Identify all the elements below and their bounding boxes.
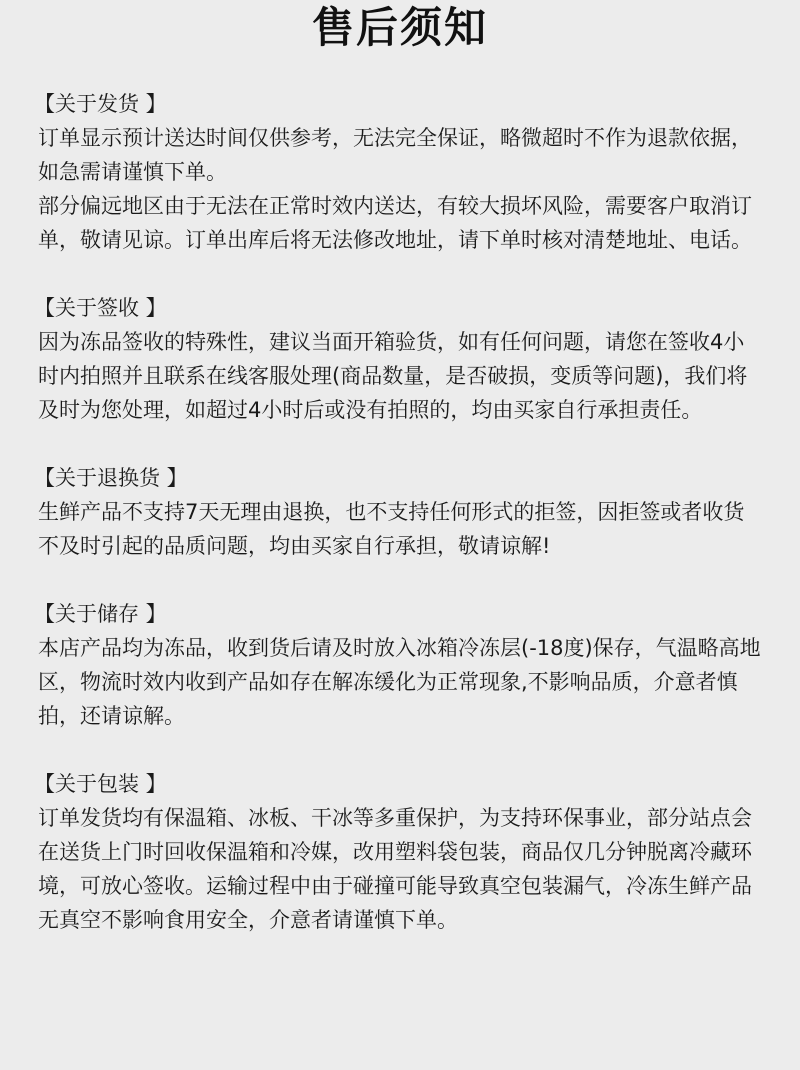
- section-receiving: [34, 291, 762, 427]
- section-heading-shipping: 【关于发货 】: [34, 92, 167, 116]
- section-heading-receiving: 【关于签收 】: [34, 296, 167, 320]
- section-returns: [34, 461, 762, 563]
- shipping-paragraph-1: 订单显示预计送达时间仅供参考，无法完全保证，略微超时不作为退款依据，如急需请谨慎下单。: [38, 126, 752, 184]
- receiving-paragraph-1: 因为冻品签收的特殊性，建议当面开箱验货，如有任何问题，请您在签收4小时内拍照并且联系在线客服处理(商品数量，是否破损，变质等问题)，我们将及时为您处理，如超过4小时后或没有拍照的，均由买家自行承担责任。: [38, 330, 748, 422]
- shipping-paragraph-2: 部分偏远地区由于无法在正常时效内送达，有较大损坏风险，需要客户取消订单，敬请见谅。订单出库后将无法修改地址，请下单时核对清楚地址、电话。: [38, 194, 752, 252]
- storage-paragraph-1: 本店产品均为冻品，收到货后请及时放入冰箱冷冻层(-18度)保存，气温略高地区，物流时效内收到产品如存在解冻缓化为正常现象,不影响品质，介意者慎拍，还请谅解。: [38, 636, 761, 728]
- page-title: 售后须知: [311, 3, 488, 52]
- section-packaging: [34, 767, 762, 937]
- section-shipping: [34, 87, 762, 257]
- section-heading-packaging: 【关于包装 】: [34, 772, 167, 796]
- section-heading-storage: 【关于储存 】: [34, 602, 167, 626]
- returns-paragraph-1: 生鲜产品不支持7天无理由退换，也不支持任何形式的拒签，因拒签或者收货不及时引起的品质问题，均由买家自行承担，敬请谅解!: [38, 500, 745, 558]
- packaging-paragraph-1: 订单发货均有保温箱、冰板、干冰等多重保护，为支持环保事业，部分站点会在送货上门时回收保温箱和冷媒，改用塑料袋包装，商品仅几分钟脱离冷藏环境，可放心签收。运输过程中由于碰撞可能导致真空包装漏气，冷冻生鲜产品无真空不影响食用安全，介意者请谨慎下单。: [38, 806, 752, 932]
- section-heading-returns: 【关于退换货 】: [34, 466, 188, 490]
- section-storage: [34, 597, 762, 733]
- notice-sections: [34, 87, 762, 937]
